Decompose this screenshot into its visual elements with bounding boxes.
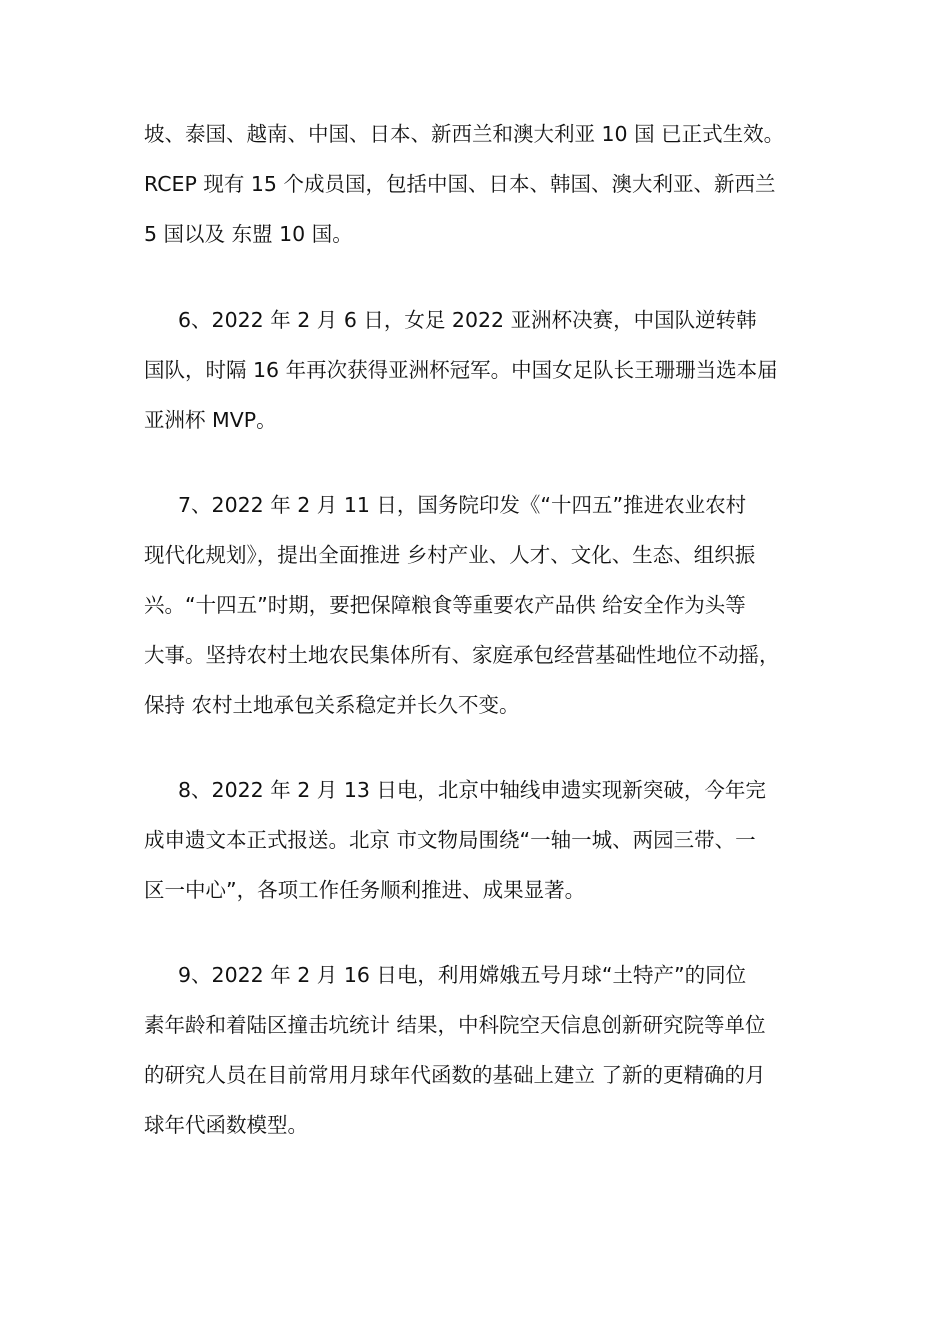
text-line: 8、2022 年 2 月 13 日电，北京中轴线申遗实现新突破，今年完 bbox=[178, 778, 766, 802]
paragraph-item-8 bbox=[144, 765, 824, 915]
text-line: 的研究人员在目前常用月球年代函数的基础上建立 了新的更精确的月 bbox=[144, 1063, 766, 1087]
text-line: 成申遗文本正式报送。北京 市文物局围绕“一轴一城、两园三带、一 bbox=[144, 828, 756, 852]
paragraph-item-9 bbox=[144, 950, 824, 1150]
text-line: 9、2022 年 2 月 16 日电，利用嫦娥五号月球“土特产”的同位 bbox=[178, 963, 747, 987]
text-line: 7、2022 年 2 月 11 日，国务院印发《“十四五”推进农业农村 bbox=[178, 493, 747, 517]
text-line: 球年代函数模型。 bbox=[144, 1113, 308, 1137]
text-line: 区一中心”，各项工作任务顺利推进、成果显著。 bbox=[144, 878, 586, 902]
paragraph-item-6 bbox=[144, 295, 824, 445]
text-line: 大事。坚持农村土地农民集体所有、家庭承包经营基础性地位不动摇， bbox=[144, 643, 780, 667]
paragraph-item-7 bbox=[144, 480, 824, 730]
text-line: 素年龄和着陆区撞击坑统计 结果，中科院空天信息创新研究院等单位 bbox=[144, 1013, 766, 1037]
text-line: 坡、泰国、越南、中国、日本、新西兰和澳大利亚 10 国 已正式生效。 bbox=[144, 122, 785, 146]
text-line: 亚洲杯 MVP。 bbox=[144, 408, 277, 432]
text-line: 兴。“十四五”时期，要把保障粮食等重要农产品供 给安全作为头等 bbox=[144, 593, 746, 617]
text-line: 现代化规划》，提出全面推进 乡村产业、人才、文化、生态、组织振 bbox=[144, 543, 756, 567]
paragraph-rcep bbox=[144, 109, 824, 259]
text-line: 6、2022 年 2 月 6 日，女足 2022 亚洲杯决赛，中国队逆转韩 bbox=[178, 308, 757, 332]
text-line: 保持 农村土地承包关系稳定并长久不变。 bbox=[144, 693, 520, 717]
text-line: RCEP 现有 15 个成员国，包括中国、日本、韩国、澳大利亚、新西兰 bbox=[144, 172, 776, 196]
text-line: 5 国以及 东盟 10 国。 bbox=[144, 222, 353, 246]
text-line: 国队，时隔 16 年再次获得亚洲杯冠军。中国女足队长王珊珊当选本届 bbox=[144, 358, 778, 382]
